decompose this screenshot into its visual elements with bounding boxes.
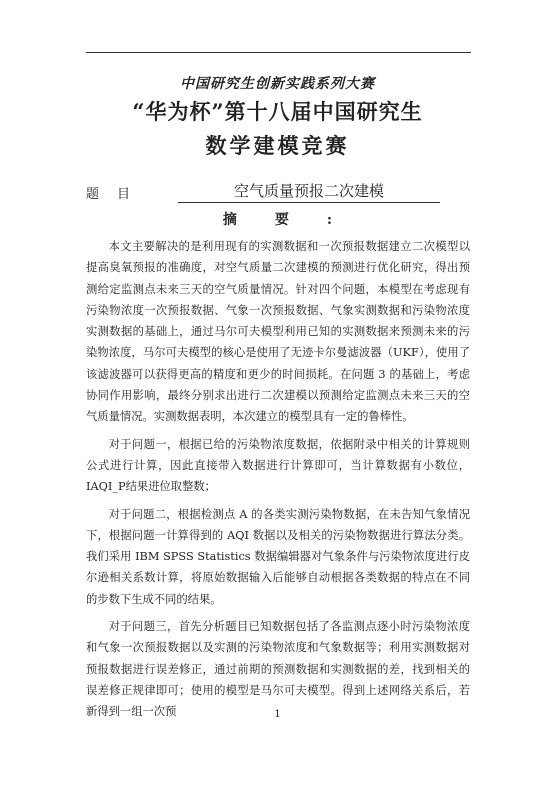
competition-cup-title: “华为杯”第十八届中国研究生 [132,99,423,124]
abstract-paragraph-problem3: 对于问题三，首先分析题目已知数据包括了各监测点逐小时污染物浓度和气象一次预报数据以及实测的污染物浓度和气象数据等；利用实测数据对预报数据进行误差修正，通过前期的预测数据和实测数据的差，找到相关的误差修正规律即可；使用的模型是马尔可夫模型。得到上述网络关系后，若新得到一组一次预 [86,620,470,719]
abstract-paragraph-problem1: 对于问题一，根据已给的污染物浓度数据，依据附录中相关的计算规则公式进行计算，因此直接带入数据进行计算即可，当计算数据有小数位，IAQI_P结果进位取整数； [86,437,470,494]
title-label: 题目 [86,187,149,202]
title-underline [178,202,440,203]
abstract-paragraph-overview: 本文主要解决的是利用现有的实测数据和一次预报数据建立二次模型以提高臭氧预报的准确度，对空气质量二次建模的预测进行优化研究，得出预测给定监测点未来三天的空气质量情况。针对四个问题，本模型在考虑现有污染物浓度一次预报数据、气象一次预报数据、气象实测数据和污染物浓度实测数据的基础上，通过马尔可夫模型利用已知的实测数据来预测未来的污染物浓度，马尔可夫模型的核心是使用了无迹卡尔曼滤波器（UKF），使用了该滤波器可以获得更高的精度和更少的时间损耗。在问题 3 的基础上，考虑协同作用影响，最终分别求出进行二次建模以预测给定监测点未来三天的空气质量情况。实测数据表明，本次建立的模型具有一定的鲁棒性。 [86,240,470,424]
abstract-body [86,236,470,729]
paper-title: 空气质量预报二次建模 [233,182,384,200]
competition-series-title: 中国研究生创新实践系列大赛 [180,76,375,92]
page-number: 1 [274,709,281,720]
abstract-paragraph-problem2: 对于问题二，根据检测点 A 的各类实测污染物数据，在未告知气象情况下，根据问题一计算得到的 AQI 数据以及相关的污染物数据进行算法分类。我们采用 IBM SPSS Statistics 数据编辑器对气象条件与污染物浓度进行皮尔逊相关系数计算，将原始数据输入后能够自动根据各类数据的特点在不同的步数下生成不同的结果。 [86,507,470,606]
header-rule [86,52,471,53]
competition-name: 数学建模竞赛 [205,133,350,158]
abstract-heading: 摘要: [222,212,371,228]
